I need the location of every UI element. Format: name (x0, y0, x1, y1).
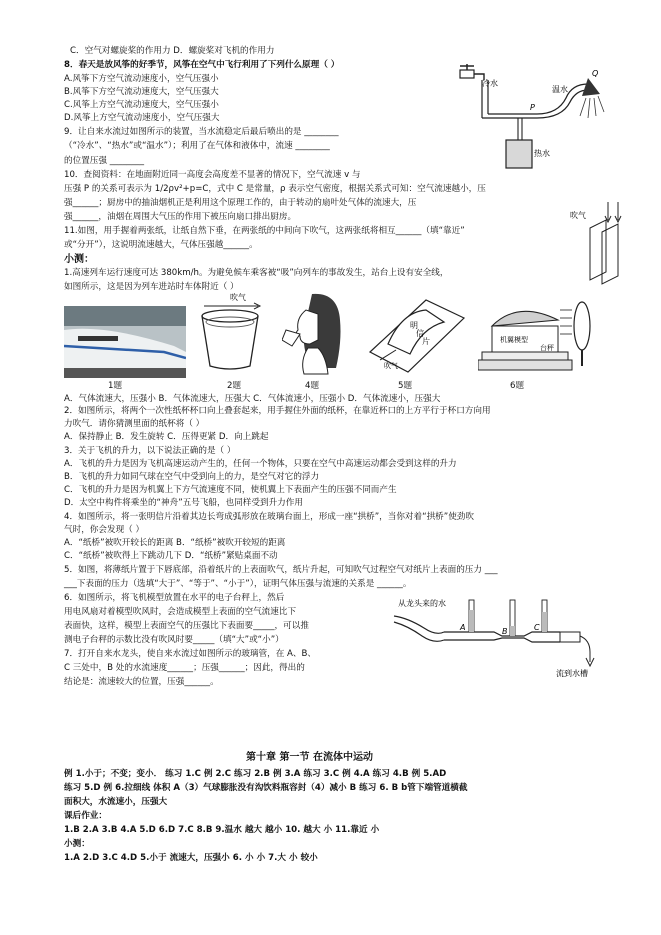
answers-line2: 练习 5.D 例 6.拉细线 体积 A（3）气球膨胀没有沟饮料瓶容封（4）减小 B 练习 6. B b管下端管道横截 (64, 783, 468, 793)
answers-line1: 例 1.小于；不变；变小． 练习 1.C 例 2.C 练习 2.B 例 3.A 练习 3.C 例 4.A 练习 4.B 例 5.AD (64, 769, 447, 779)
figure-caption-2: 2题 (227, 381, 242, 391)
blowing-paper-figure (282, 290, 350, 376)
cup-rim (202, 310, 258, 322)
airfoil-scale-figure (478, 296, 598, 374)
t7-line1: 7．打开自来水龙头，使自来水流过如图所示的玻璃管，在 A、B、 (64, 649, 317, 659)
q8-option-c: C.风筝上方空气流动速度大，空气压强小 (64, 100, 219, 110)
shower-head-icon (582, 78, 600, 96)
tap-water-label: 从龙头来的水 (398, 599, 446, 608)
t3-option-c: C．飞机的升力是因为机翼上下方气流速度不同，使机翼上下表面产生的压强不同而产生 (64, 485, 397, 495)
t3-option-d: D．太空中构件将乘坐的“神舟”五号飞船，也同样受到升力作用 (64, 498, 303, 508)
t4-line1: 4．如图所示，将一张明信片沿着其边长弯成弧形放在玻璃台面上，形成一座“拱桥”，当你对着“拱桥”使劲吹 (64, 512, 474, 522)
q9-line2: （“冷水”、“热水”或“温水”）；利用了在气体和液体中，流速 ________ (64, 141, 330, 151)
blow-label-2: 吹气 (230, 293, 246, 302)
point-b-label: B (502, 627, 508, 636)
q10-line4: 强______，油烟在周围大气压的作用下被压向扇口排出厨房。 (64, 212, 297, 222)
cold-tap-icon (460, 70, 474, 78)
t6-line1: 6．如图所示，将飞机模型放置在水平的电子台秤上，然后 (64, 593, 285, 603)
t2-options: A．保持静止 B．发生旋转 C．压得更紧 D．向上跳起 (64, 432, 269, 442)
t5-line1: 5．如图，将薄纸片置于下唇底部，沿着纸片的上表面吹气，纸片升起，可知吹气过程空气对纸片上表面的压力 ___ (64, 565, 498, 575)
scale-label: 台秤 (540, 344, 554, 352)
q10-line3: 强______；厨房中的抽油烟机正是利用这个原理工作的，由于转动的扇叶处气体的流速大，压 (64, 198, 417, 208)
quiz-heading: 小测： (64, 254, 94, 265)
t3-stem: 3．关于飞机的升力，以下说法正确的是（ ） (64, 446, 236, 456)
t4-line2: 气时，你会发现（ ） (64, 525, 145, 535)
figure-caption-1: 1题 (108, 381, 123, 391)
t6-line4: 测电子台秤的示数比没有吹风时要_____（填“大”或“小”） (64, 635, 284, 645)
point-c-label: C (534, 623, 540, 632)
to-sink-label: 流到水槽 (556, 669, 588, 678)
face (296, 310, 318, 344)
quiz-answers-heading: 小测： (64, 839, 90, 849)
blow-label-3: 吹气 (384, 362, 398, 370)
q8-option-b: B.风筝下方空气流动速度大，空气压强大 (64, 87, 219, 97)
warm-water-label: 温水 (552, 85, 568, 94)
t6-line3: 表面快，这样，模型上表面空气的压强比下表面要_____，可以推 (64, 621, 309, 631)
t2-line2: 力吹气．请你猜测里面的纸杯将（ ） (64, 419, 205, 429)
hot-water-beaker (506, 140, 532, 168)
t1-options: A．气体流速大，压强小 B．气体流速大，压强大 C．气体流速小，压强小 D．气体流速小，压强大 (64, 394, 441, 404)
blow-label: 吹气 (570, 211, 586, 220)
answers-title: 第十章 第一节 在流体中运动 (246, 752, 373, 763)
t6-line2: 用电风扇对着模型吹风时，会造成模型上表面的空气流速比下 (64, 607, 297, 617)
figure-caption-5: 5题 (398, 381, 413, 391)
q8-stem: 8．春天是放风筝的好季节，风筝在空气中飞行利用了下列什么原理（ ） (64, 60, 340, 70)
point-a-label: A (460, 623, 466, 632)
t3-option-b: B．飞机的升力如同气球在空气中受到向上的力，是空气对它的浮力 (64, 472, 320, 482)
quiz-answers: 1.A 2.D 3.C 4.D 5.小于 流速大，压强小 6. 小 小 7.大 小 较小 (64, 853, 318, 863)
wing-model-label: 机翼模型 (500, 336, 528, 344)
q9-line3: 的位置压强 ________ (64, 156, 145, 166)
postcard-bridge-figure (366, 292, 466, 374)
card-char-3: 片 (422, 337, 430, 346)
fan-icon (574, 302, 590, 350)
cold-water-label: 冷水 (482, 79, 498, 88)
q10-line1: 10．查阅资料：在地面附近同一高度会高度差不显著的情况下，空气流速 v 与 (64, 170, 361, 180)
venturi-tube-figure (384, 596, 606, 682)
two-papers-figure (568, 198, 632, 286)
wing-model (492, 311, 558, 326)
figure-caption-6: 6题 (510, 381, 525, 391)
t4-options-ab: A．“纸桥”被吹开较长的距离 B．“纸桥”被吹开较短的距离 (64, 538, 286, 548)
t1-line2: 如图所示，这是因为列车进站时车体附近（ ） (64, 282, 239, 292)
point-p-label: P (530, 103, 535, 112)
q11-line2: 或“分开”），这说明流速越大，气体压强越______。 (64, 240, 258, 250)
q10-line2: 压强 P 的关系可表示为 1/2ρv²+p=C，式中 C 是常量，ρ 表示空气密度，根据关系式可知：空气流速越小，压 (64, 184, 486, 194)
t2-line1: 2．如图所示，将两个一次性纸杯杯口向上叠套起来，用手握住外面的纸杯，在靠近杯口的上方平行于杯口方向用 (64, 406, 491, 416)
q9-line1: 9．让自来水流过如图所示的装置，当水流稳定后最后喷出的是 ________ (64, 127, 339, 137)
q11-line1: 11.如图，用手握着两张纸，让纸自然下垂，在两张纸的中间向下吹气，这两张纸将相互______（填“靠近” (64, 226, 465, 236)
t7-line2: C 三处中，B 处的水流速度______；压强______；因此，得出的 (64, 663, 305, 673)
water-mixing-device-figure (442, 64, 607, 172)
figure-caption-4: 4题 (305, 381, 320, 391)
card-char-2: 信 (416, 329, 424, 338)
q7-options-cd: C．空气对螺旋桨的作用力 D．螺旋桨对飞机的作用力 (70, 46, 275, 56)
hot-water-label: 热水 (534, 149, 550, 158)
high-speed-train-photo (64, 306, 186, 378)
homework-heading: 课后作业： (64, 811, 107, 821)
card-char-1: 明 (410, 321, 418, 330)
t3-option-a: A．飞机的升力是因为飞机高速运动产生的，任何一个物体，只要在空气中高速运动都会受到这样的升力 (64, 459, 457, 469)
q8-option-a: A.风筝下方空气流动速度小，空气压强小 (64, 74, 219, 84)
paper-sheet-left (590, 220, 606, 280)
t7-line3: 结论是：流速较大的位置，压强______。 (64, 677, 219, 687)
point-q-label: Q (592, 69, 599, 78)
t4-options-cd: C．“纸桥”被吹得上下跳动几下 D．“纸桥”紧贴桌面不动 (64, 551, 278, 561)
answers-line3: 面积大，水流速小，压强大 (64, 797, 168, 807)
t5-line2: ___下表面的压力（选填“大于”、“等于”、“小于”），证明气体压强与流速的关系是 ______。 (64, 579, 412, 589)
outer-cup (202, 316, 258, 369)
t1-line1: 1.高速列车运行速度可达 380km/h。为避免候车乘客被“吸”向列车的事故发生，站台上设有安全线， (64, 268, 449, 278)
paper-sheet-right (602, 224, 618, 284)
paper-cups-figure (196, 290, 268, 372)
q8-option-d: D.风筝上方空气流动速度小，空气压强大 (64, 113, 220, 123)
homework-answers: 1.B 2.A 3.B 4.A 5.D 6.D 7.C 8.B 9.温水 越大 越小 10. 越大 小 11.靠近 小 (64, 825, 380, 835)
